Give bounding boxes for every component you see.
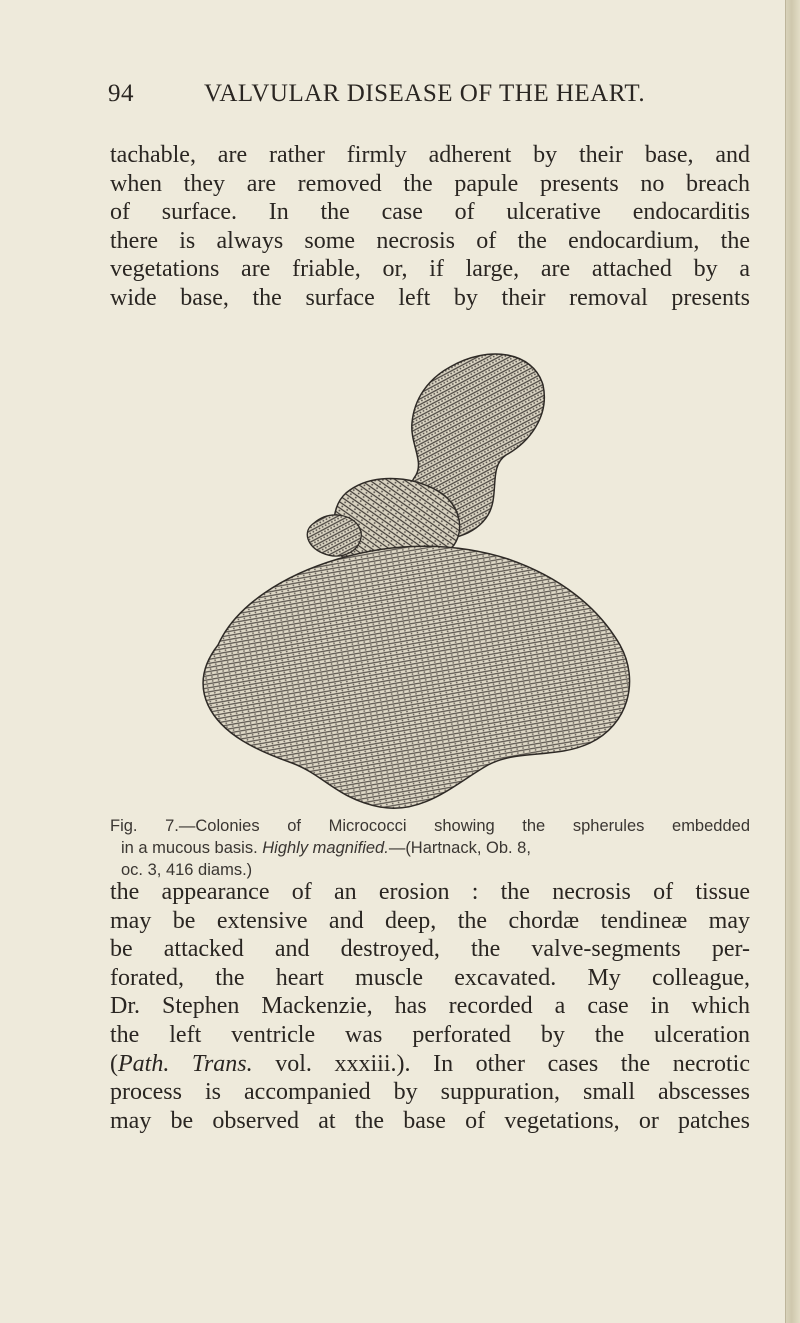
text-fragment: ( [110,1050,118,1077]
text-line: be attacked and destroyed, the valve-segments per- [110,936,750,963]
text-line: tachable, are rather firmly adherent by their base, and [110,142,750,168]
citation-title: Path. Trans. [118,1050,253,1077]
text-line: vegetations are friable, or, if large, are attached by a [110,256,750,283]
text-line: of surface. In the case of ulcerative endocarditis [110,199,750,226]
running-head [108,80,748,110]
page-edge [785,0,800,1323]
text-line: there is always some necrosis of the endocardium, the [110,227,750,254]
text-line: process is accompanied by suppuration, small abscesses [110,1079,750,1106]
text-line: when they are removed the papule presents no breach [110,170,750,197]
paragraph-top [110,141,750,313]
text-line [110,1050,750,1079]
micrococci-colonies-illustration [188,345,648,815]
text-line: Dr. Stephen Mackenzie, has recorded a case in which [110,993,750,1020]
page-title: VALVULAR DISEASE OF THE HEART. [204,80,646,107]
caption-fragment: —(Hartnack, Ob. 8, [388,839,531,857]
colony-large [203,546,630,808]
page-number: 94 [108,80,134,107]
figure-caption [110,815,750,881]
caption-emphasis: Highly magnified. [262,839,389,857]
caption-line: Fig. 7.—Colonies of Micrococci showing the spherules embedded [110,817,750,835]
text-fragment: vol. xxxiii.). In other cases the necrotic [252,1050,750,1077]
colony-small [307,515,361,556]
text-line: wide base, the surface left by their removal presents [110,284,750,311]
caption-line [110,837,750,859]
text-line: the left ventricle was perforated by the ulceration [110,1021,750,1048]
text-line: the appearance of an erosion : the necrosis of tissue [110,879,750,905]
caption-line: oc. 3, 416 diams.) [121,861,253,879]
text-line: may be extensive and deep, the chordæ tendineæ may [110,907,750,934]
text-line: may be observed at the base of vegetations, or patches [110,1107,750,1134]
caption-fragment: in a mucous basis. [121,839,258,857]
text-line: forated, the heart muscle excavated. My colleague, [110,964,750,991]
paragraph-bottom [110,878,750,1135]
